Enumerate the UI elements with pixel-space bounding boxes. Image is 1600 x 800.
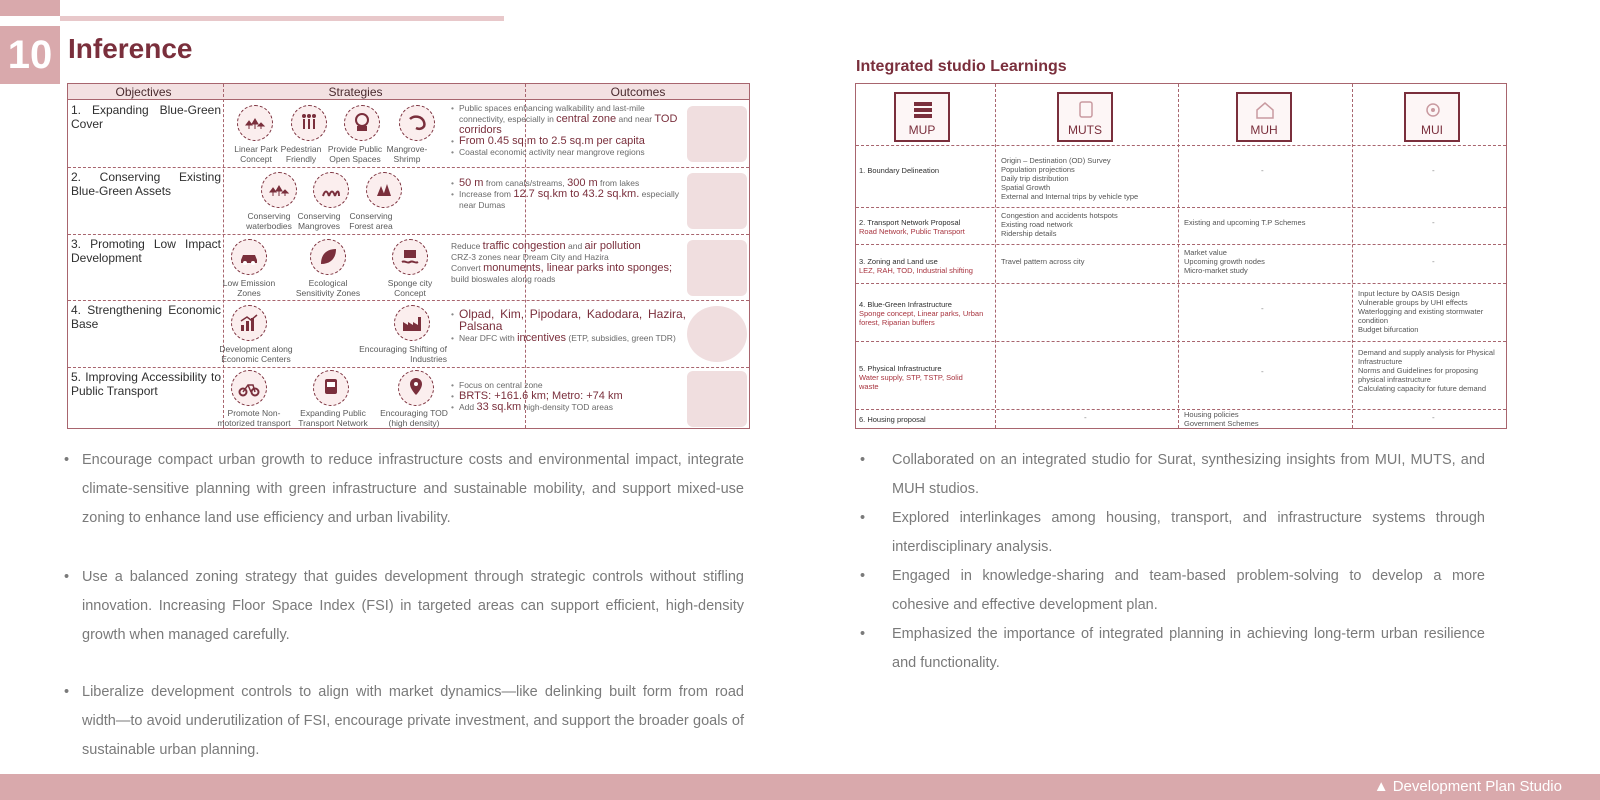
- outcome-item: • Near DFC with incentives (ETP, subsidies, green TDR): [451, 333, 686, 344]
- table-header: [68, 84, 749, 100]
- mui-cell: -: [1432, 413, 1435, 422]
- tod-location-icon: [398, 370, 434, 406]
- table-row: [68, 168, 749, 235]
- row-label: 5. Physical Infrastructure Water supply, STP, TSTP, Solid waste: [859, 364, 963, 391]
- strategy-label: Low Emission Zones: [222, 278, 276, 298]
- outcome-list: [451, 178, 686, 211]
- header-outcomes: Outcomes: [610, 85, 666, 99]
- outcome-item: • BRTS: +161.6 km; Metro: +74 km: [451, 391, 686, 402]
- bullet-item: • Engaged in knowledge-sharing and team-based problem-solving to develop a more cohesive and effective development plan.: [860, 568, 1485, 613]
- outcome-item: Reduce traffic congestion and air pollution: [451, 240, 641, 252]
- objective-text: 1. Expanding Blue-Green Cover: [71, 103, 221, 131]
- header-strategies: Strategies: [328, 85, 383, 99]
- linear-park-icon: [237, 105, 273, 141]
- outcome-item: • Public spaces enhancing walkability and last-mile connectivity, especially in central zone and near TOD corridors: [451, 103, 686, 136]
- outcome-list: [451, 380, 686, 413]
- outcome-thumbnail: [687, 371, 747, 427]
- muh-cell: Housing policies Government Schemes: [1184, 410, 1259, 428]
- table-row: [68, 301, 749, 368]
- muts-cell: -: [1084, 413, 1087, 422]
- outcome-list: [451, 309, 686, 344]
- strategy-label: Promote Non-motorized transport: [217, 408, 291, 428]
- bullet-item: • Use a balanced zoning strategy that guides development through strategic controls without stifling innovation. Increasing Floor Space Index (FSI) in targeted areas can support efficient, high-density growth when managed carefully.: [64, 569, 744, 643]
- row-label: 1. Boundary Delineation: [859, 166, 940, 175]
- strategy-label: Conserving Forest area: [349, 211, 393, 231]
- muh-cell: Existing and upcoming T.P Schemes: [1184, 218, 1306, 227]
- waterbody-icon: [261, 172, 297, 208]
- outcome-item: • From 0.45 sq.m to 2.5 sq.m per capita: [451, 136, 686, 147]
- objective-text: 4. Strengthening Economic Base: [71, 303, 221, 331]
- mui-cell: -: [1432, 257, 1435, 266]
- outcome-list: [451, 241, 686, 285]
- mui-cell: -: [1432, 218, 1435, 227]
- header-accent-line: [60, 16, 504, 21]
- outcome-item: • Add 33 sq.km high-density TOD areas: [451, 402, 686, 413]
- table-row: [856, 342, 1506, 410]
- objective-text: 2. Conserving Existing Blue-Green Assets: [71, 170, 221, 198]
- muts-cell: Congestion and accidents hotspots Existing road network Ridership details: [1001, 211, 1118, 238]
- row-label: 6. Housing proposal: [859, 415, 926, 424]
- outcome-thumbnail: [687, 240, 747, 296]
- outcome-item: CRZ-3 zones near Dream City and Hazira: [451, 252, 609, 262]
- outcome-item: • Olpad, Kim, Pipodara, Kadodara, Hazira, Palsana: [451, 309, 686, 333]
- studio-label: ▲ Development Plan Studio: [1373, 778, 1562, 795]
- muh-cell: Market value Upcoming growth nodes Micro-market study: [1184, 248, 1265, 275]
- pedestrian-icon: [291, 105, 327, 141]
- economic-chart-icon: [231, 305, 267, 341]
- table-row: [856, 284, 1506, 342]
- muh-cell: -: [1261, 166, 1264, 175]
- table-row: [856, 245, 1506, 284]
- open-space-icon: [344, 105, 380, 141]
- header-accent-bar: [0, 0, 60, 16]
- row-label: 2. Transport Network Proposal Road Network, Public Transport: [859, 218, 965, 236]
- gear-icon: [1422, 100, 1444, 120]
- strategy-label: Ecological Sensitivity Zones: [295, 278, 361, 298]
- table-row: [68, 235, 749, 301]
- row-label: 4. Blue-Green Infrastructure Sponge concept, Linear parks, Urban forest, Riparian buffers: [859, 300, 984, 327]
- bullet-item: • Explored interlinkages among housing, transport, and infrastructure systems through interdisciplinary analysis.: [860, 510, 1485, 555]
- row-label: 3. Zoning and Land use LEZ, RAH, TOD, Industrial shifting: [859, 257, 973, 275]
- strategy-label: Sponge city Concept: [387, 278, 433, 298]
- mangrove-icon: [313, 172, 349, 208]
- bullet-item: • Emphasized the importance of integrated planning in achieving long-term urban resilience and functionality.: [860, 626, 1485, 671]
- muts-cell: Origin – Destination (OD) Survey Population projections Daily trip distribution Spatial Growth External and Internal trips by vehicle type: [1001, 156, 1139, 201]
- table-row: [68, 101, 749, 168]
- outcome-thumbnail: [687, 106, 747, 162]
- outcome-item: • Coastal economic activity near mangrove regions: [451, 147, 686, 158]
- muts-logo: MUTS: [1057, 92, 1113, 142]
- integrated-studio-title: Integrated studio Learnings: [856, 58, 1067, 75]
- bus-icon: [1075, 100, 1097, 120]
- logo-row: [856, 84, 1506, 146]
- mui-cell: -: [1432, 166, 1435, 175]
- leaf-icon: [310, 239, 346, 275]
- bullet-item: • Collaborated on an integrated studio for Surat, synthesizing insights from MUI, MUTS, and MUH studios.: [860, 452, 1485, 497]
- mup-logo: MUP: [894, 92, 950, 142]
- bullet-item: • Encourage compact urban growth to reduce infrastructure costs and environmental impact, integrate climate-sensitive planning with green infrastructure and sustainable mobility, and support mixed-use zoning to enhance land use efficiency and urban livability.: [64, 452, 744, 526]
- muh-cell: -: [1261, 304, 1264, 313]
- shrimp-icon: [399, 105, 435, 141]
- strategy-label: Encouraging Shifting of Industries: [359, 344, 447, 364]
- strategy-label: Mangrove-Shrimp: [386, 144, 428, 164]
- strategy-label: Expanding Public Transport Network: [298, 408, 368, 428]
- outcome-thumbnail: [687, 306, 747, 362]
- footer-bar: [0, 774, 1600, 800]
- mui-cell: Demand and supply analysis for Physical Infrastructure Norms and Guidelines for proposing physical infrastructure Calculating capacity for future demand: [1358, 348, 1495, 393]
- muh-cell: -: [1261, 367, 1264, 376]
- muh-logo: MUH: [1236, 92, 1292, 142]
- strategy-label: Provide Public Open Spaces: [327, 144, 383, 164]
- table-row: [68, 368, 749, 429]
- strategy-label: Conserving Mangroves: [297, 211, 341, 231]
- table-row: [856, 410, 1506, 429]
- low-emission-car-icon: [231, 239, 267, 275]
- outcome-item: • 50 m from canals/streams, 300 m from lakes: [451, 178, 686, 189]
- bus-icon: [313, 370, 349, 406]
- outcome-item: • Focus on central zone: [451, 380, 686, 391]
- objective-text: 5. Improving Accessibility to Public Transport: [71, 370, 221, 398]
- mui-logo: MUI: [1404, 92, 1460, 142]
- objective-text: 3. Promoting Low Impact Development: [71, 237, 221, 265]
- sponge-city-icon: [392, 239, 428, 275]
- outcome-item: Convert monuments, linear parks into sponges; build bioswales along roads: [451, 262, 673, 284]
- bicycle-icon: [231, 370, 267, 406]
- strategy-label: Linear Park Concept: [234, 144, 278, 164]
- forest-icon: [366, 172, 402, 208]
- table-row: [856, 208, 1506, 245]
- outcome-item: • Increase from 12.7 sq.km to 43.2 sq.km. especially near Dumas: [451, 189, 686, 211]
- integrated-studio-table: [855, 83, 1507, 429]
- section-number: 10: [0, 26, 60, 84]
- layers-icon: [912, 100, 934, 120]
- outcome-thumbnail: [687, 173, 747, 229]
- inference-table: [67, 83, 750, 429]
- strategy-label: Encouraging TOD (high density): [380, 408, 448, 428]
- strategy-label: Pedestrian Friendly: [280, 144, 322, 164]
- muts-cell: Travel pattern across city: [1001, 257, 1085, 266]
- header-objectives: Objectives: [115, 85, 172, 99]
- house-icon: [1254, 100, 1276, 120]
- outcome-list: [451, 103, 686, 158]
- page-title: Inference: [68, 33, 193, 64]
- bullet-item: • Liberalize development controls to align with market dynamics—like delinking built form from road width—to avoid underutilization of FSI, encourage private investment, and support the broader goals of sustainable urban planning.: [64, 684, 744, 758]
- mui-cell: Input lecture by OASIS Design Vulnerable groups by UHI effects Waterlogging and existing stormwater condition Budget bifurcation: [1358, 289, 1484, 334]
- table-row: [856, 146, 1506, 208]
- strategy-label: Conserving waterbodies: [246, 211, 292, 231]
- strategy-label: Development along Economic Centers: [219, 344, 293, 364]
- industry-shift-icon: [394, 305, 430, 341]
